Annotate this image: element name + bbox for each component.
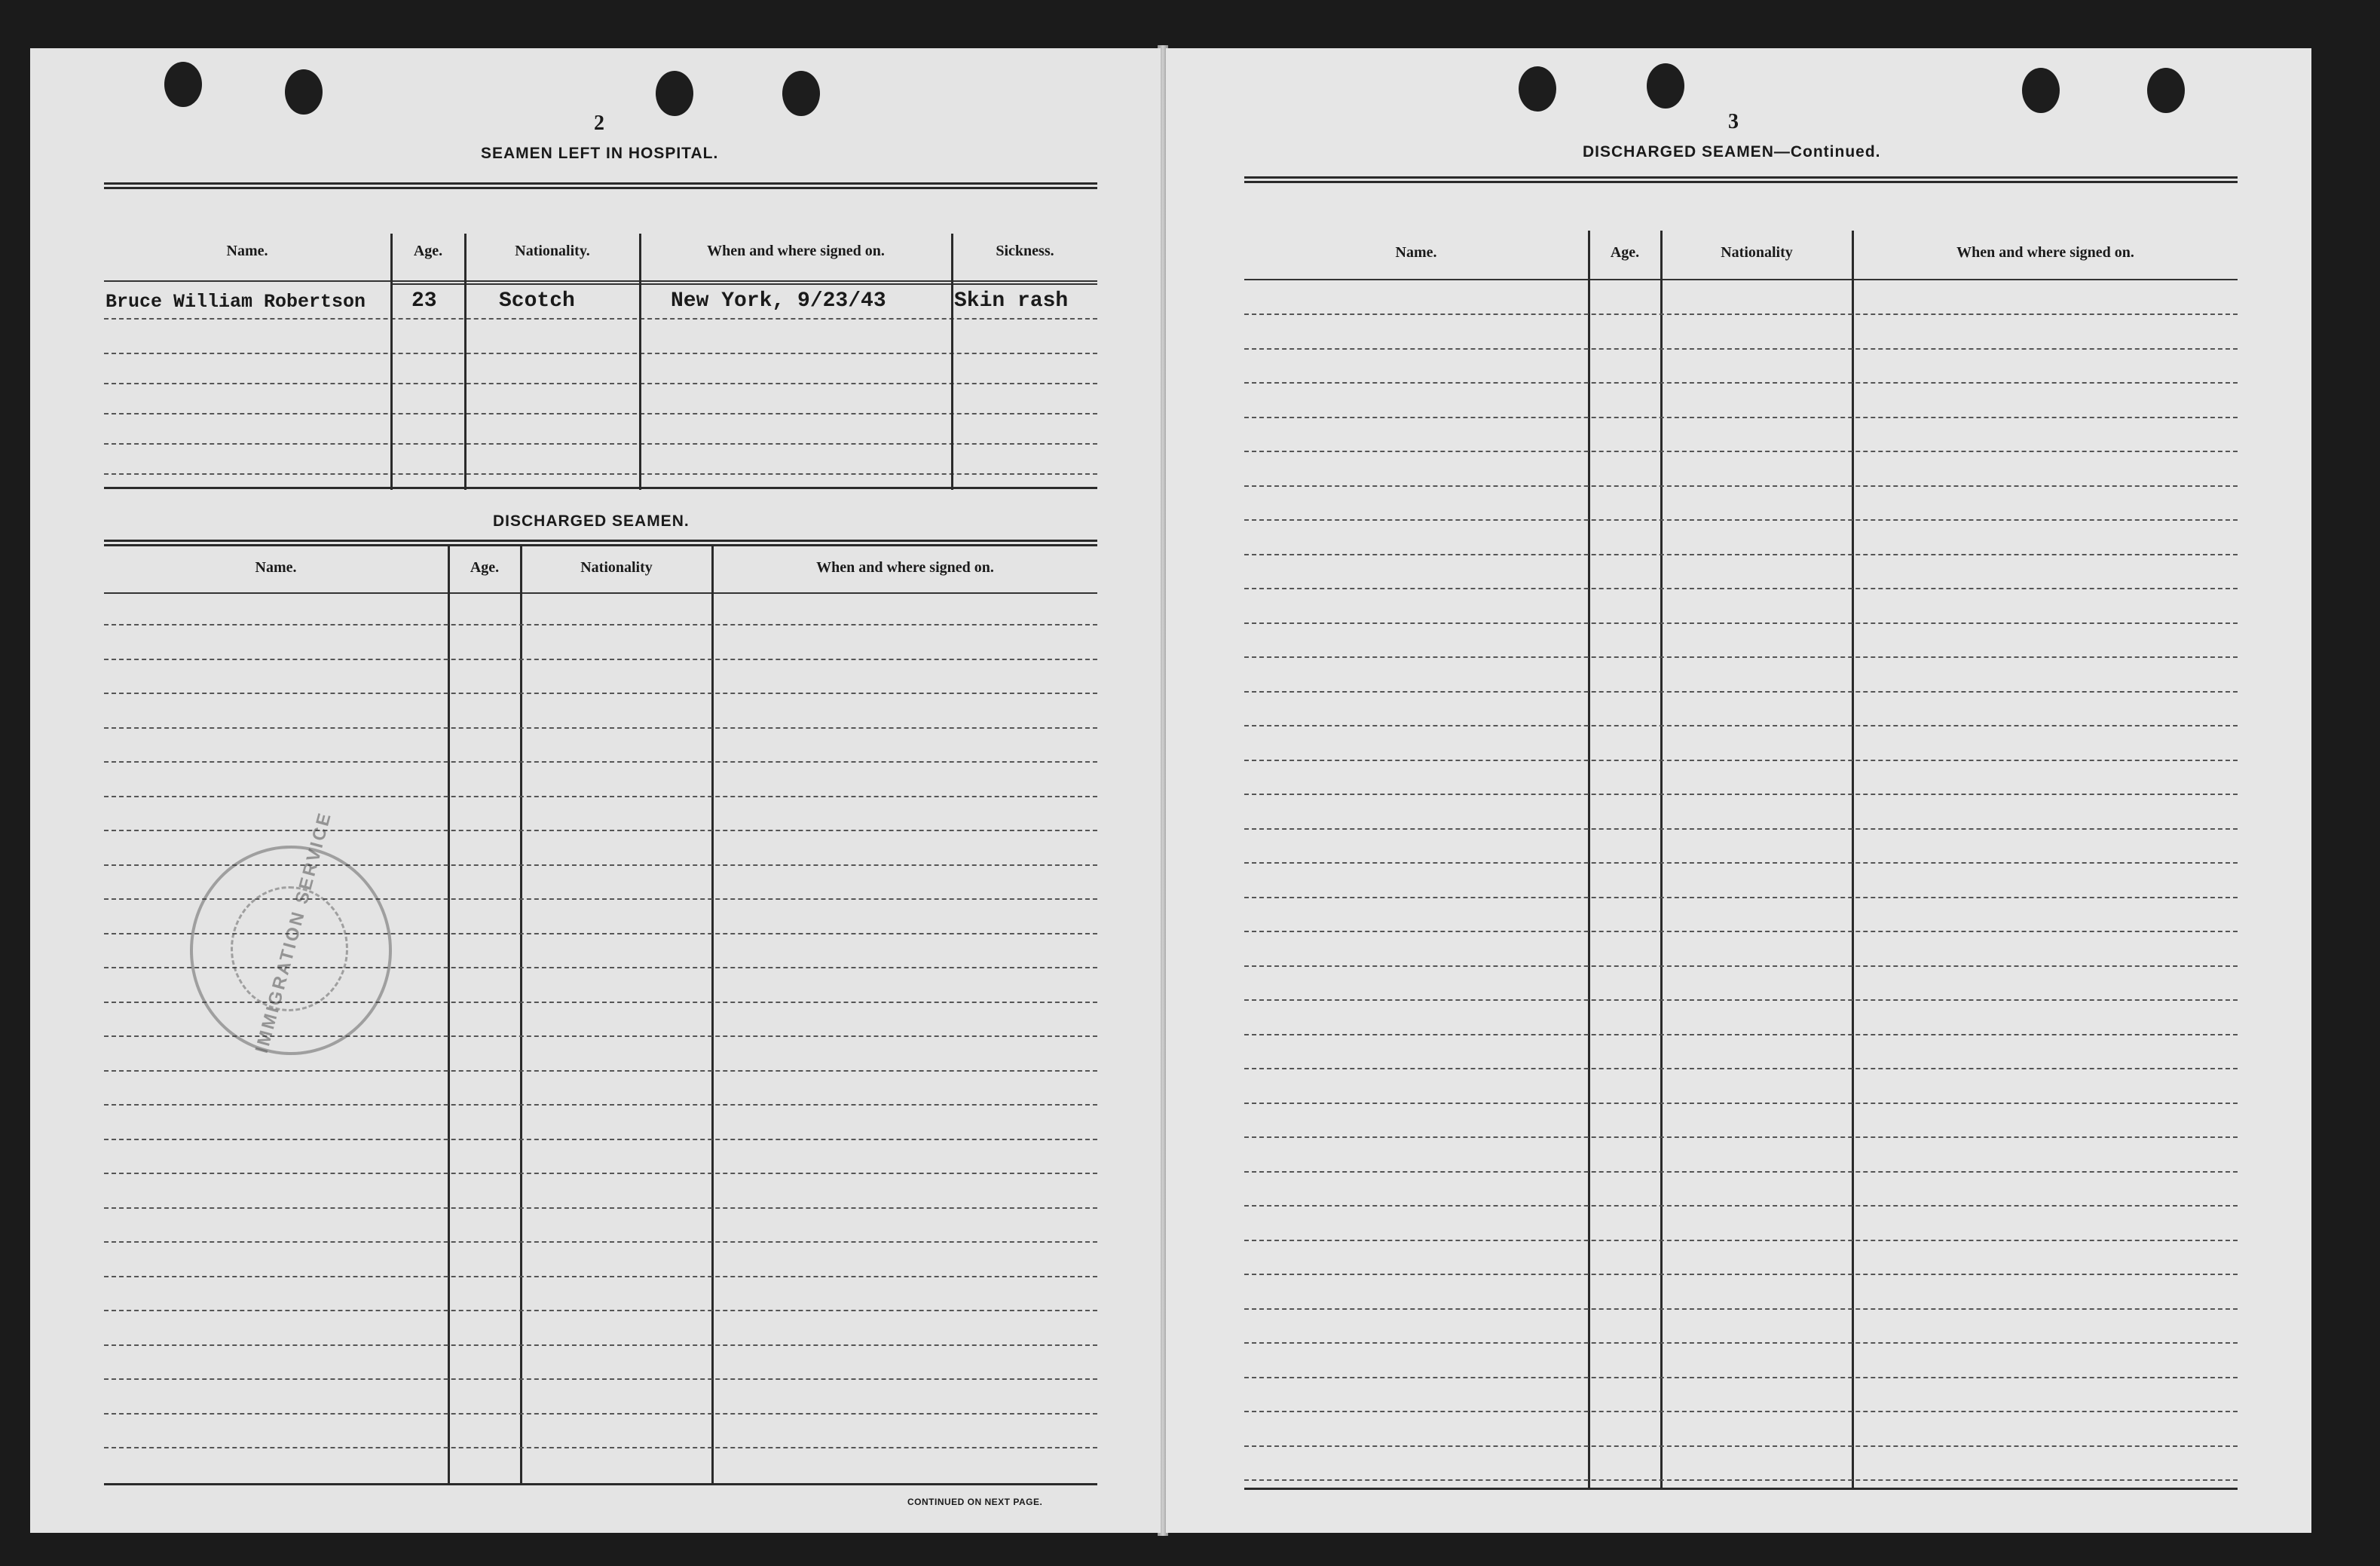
col-header-age: Age. <box>413 243 443 259</box>
col-header-name: Name. <box>226 243 268 259</box>
cell-signed-on: New York, 9/23/43 <box>671 289 886 313</box>
discharged-section-title: DISCHARGED SEAMEN. <box>493 512 690 530</box>
cell-sickness: Skin rash <box>954 289 1069 313</box>
discharged-continued-table <box>1244 176 2238 1489</box>
punch-hole <box>1519 66 1556 112</box>
col-header-nationality: Nationality. <box>515 243 590 259</box>
col-header-name: Name. <box>255 559 297 576</box>
col-header-signed-on: When and where signed on. <box>816 559 994 576</box>
col-header-nationality: Nationality <box>580 559 653 576</box>
left-page <box>30 48 1161 1533</box>
cell-age: 23 <box>411 289 437 313</box>
punch-hole <box>656 71 693 116</box>
discharged-continued-title: DISCHARGED SEAMEN—Continued. <box>1583 143 1881 161</box>
col-header-signed-on: When and where signed on. <box>707 243 885 259</box>
col-header-nationality: Nationality <box>1721 244 1793 261</box>
col-header-sickness: Sickness. <box>996 243 1054 259</box>
hospital-table <box>104 182 1097 499</box>
hospital-section-title: SEAMEN LEFT IN HOSPITAL. <box>481 145 719 162</box>
punch-hole <box>2147 68 2185 113</box>
punch-hole <box>164 62 202 107</box>
col-header-signed-on: When and where signed on. <box>1956 244 2134 261</box>
punch-hole <box>1647 63 1684 109</box>
immigration-stamp <box>190 809 392 1056</box>
punch-hole <box>2022 68 2060 113</box>
continued-note: CONTINUED ON NEXT PAGE. <box>907 1497 1043 1507</box>
cell-nationality: Scotch <box>499 289 575 313</box>
punch-hole <box>782 71 820 116</box>
col-header-age: Age. <box>1610 244 1640 261</box>
page-number: 2 <box>594 112 604 135</box>
right-page <box>1166 48 2311 1533</box>
punch-hole <box>285 69 323 115</box>
stamp-text: IMMIGRATION SERVICE <box>251 809 336 1056</box>
cell-name: Bruce William Robertson <box>106 291 366 313</box>
col-header-age: Age. <box>470 559 500 576</box>
col-header-name: Name. <box>1395 244 1437 261</box>
page-number: 3 <box>1728 110 1739 133</box>
